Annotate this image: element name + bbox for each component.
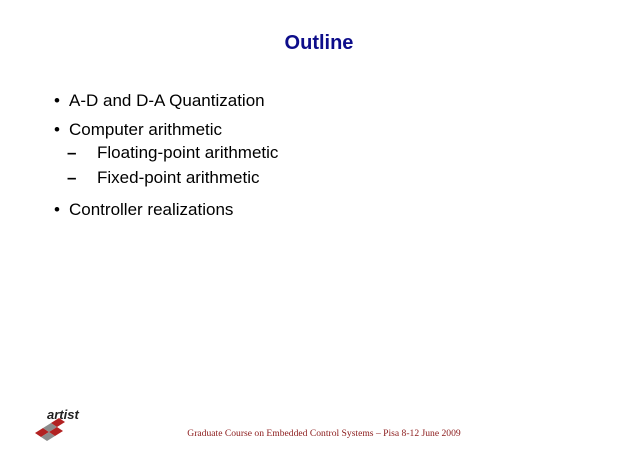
bullet-icon: • xyxy=(54,200,60,219)
sub-list-item xyxy=(38,141,598,166)
list-item-label: A-D and D-A Quantization xyxy=(69,91,265,110)
list-item-label: Computer arithmetic xyxy=(69,120,223,139)
outline-list xyxy=(38,89,598,227)
bullet-icon: • xyxy=(54,91,60,110)
slide-title: Outline xyxy=(284,32,354,54)
dash-icon: – xyxy=(67,168,77,187)
list-item-label: Controller realizations xyxy=(69,200,234,219)
logo-text: artist xyxy=(47,407,79,422)
sub-list-item-label: Floating-point arithmetic xyxy=(97,143,279,162)
dash-icon: – xyxy=(67,143,77,162)
footer: Graduate Course on Embedded Control Systems – Pisa 8-12 June 2009 xyxy=(187,428,461,439)
list-item xyxy=(38,198,598,227)
sub-list-item xyxy=(38,166,598,191)
bullet-icon: • xyxy=(54,120,60,139)
sub-list xyxy=(38,141,598,191)
list-item xyxy=(38,89,598,118)
sub-list-item-label: Fixed-point arithmetic xyxy=(97,168,260,187)
